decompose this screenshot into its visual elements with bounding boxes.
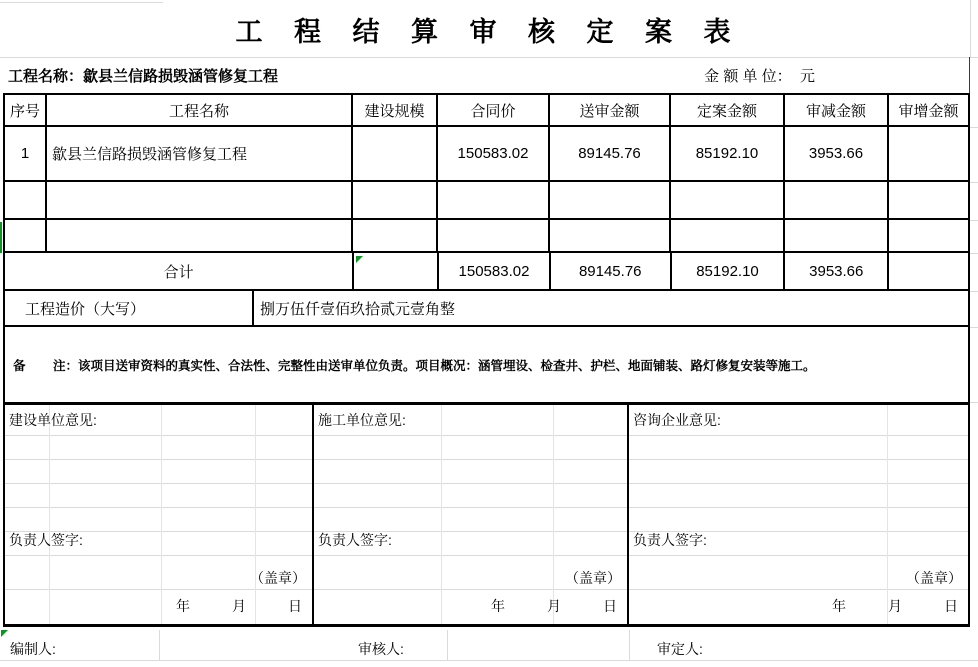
remark-label: 备 [13,358,26,373]
opinion-title: 咨询企业意见: [633,412,721,428]
cell-submitted-amount [550,220,671,251]
signature-label: 负责人签字: [318,532,392,548]
date-line: 年 月 日 [832,598,958,614]
gridline [0,660,978,661]
gridline [970,182,978,183]
gridline [970,291,978,292]
cell-contract-price [438,182,550,218]
cell-seq [5,220,47,251]
cell-project-name [47,182,353,218]
header-submitted-amount: 送审金额 [550,95,671,125]
gridline [970,127,978,128]
cell-contract-price [438,220,550,251]
total-increased-amount [889,253,968,289]
meta-row [0,57,970,93]
cell-contract-price: 150583.02 [438,127,550,180]
remark-text: 注：该项目送审资料的真实性、合法性、完整性由送审单位负责。项目概况：涵管埋设、检查井、护栏、地面铺装、路灯修复安装等施工。 [53,358,816,373]
approved-by-label: 审定人: [657,641,703,657]
cell-corner-marker [356,256,363,263]
cell-project-name: 歙县兰信路损毁涵管修复工程 [47,127,353,180]
cell-scale [353,220,438,251]
table-header-row [5,95,968,127]
header-increased-amount: 审增金额 [898,102,959,120]
cell-corner-marker [1,630,8,637]
total-reduced-amount: 3953.66 [785,253,889,289]
cell-submitted-amount: 89145.76 [550,127,671,180]
total-finalized-amount: 85192.10 [672,253,786,289]
cell-seq [5,182,47,218]
amount-unit-label: 金 额 单 位： 元 [704,67,815,85]
cell-scale [353,127,438,180]
cell-finalized-amount [671,220,785,251]
cell-reduced-amount: 3953.66 [785,127,889,180]
total-row [5,253,968,291]
gridline [970,220,978,221]
page-title: 工 程 结 算 审 核 定 案 表 [235,17,743,47]
footer-strip [0,627,978,660]
cell-increased-amount [889,127,968,180]
seal-label: （盖章） [906,570,962,586]
amount-words-label: 工程造价（大写） [5,291,254,325]
cell-submitted-amount [550,182,671,218]
total-label: 合计 [5,253,354,289]
opinion-box-consulting-firm [629,405,968,624]
total-scale [354,253,439,289]
table-row [5,127,968,182]
opinion-title: 施工单位意见: [318,412,406,428]
prepared-by-label: 编制人: [10,641,56,657]
opinion-title: 建设单位意见: [9,412,97,428]
signature-label: 负责人签字: [633,532,707,548]
header-reduced-amount: 审减金额 [785,95,889,125]
total-submitted-amount: 89145.76 [551,253,672,289]
cell-increased-amount [889,220,968,251]
header-contract-price: 合同价 [438,95,550,125]
opinion-box-contractor-unit [314,405,629,624]
amount-words-row [5,291,968,327]
header-seq: 序号 [5,95,47,125]
reviewed-by-label: 审核人: [358,641,404,657]
total-contract-price: 150583.02 [439,253,551,289]
cell-finalized-amount [671,182,785,218]
header-scale: 建设规模 [353,95,438,125]
remark-cell [5,327,968,402]
project-name-label: 工程名称：歙县兰信路损毁涵管修复工程 [8,67,279,85]
selection-edge-marker [0,222,2,253]
remark-row [5,327,968,402]
table-row [5,220,968,253]
seal-label: （盖章） [565,570,621,586]
header-project-name: 工程名称 [47,95,353,125]
header-finalized-amount: 定案金额 [671,95,785,125]
signature-label: 负责人签字: [9,532,83,548]
cell-scale [353,182,438,218]
cell-reduced-amount [785,220,889,251]
cell-reduced-amount [785,182,889,218]
gridline [970,402,978,403]
cell-increased-amount [889,182,968,218]
cell-project-name [47,220,353,251]
date-line: 年 月 日 [491,598,617,614]
cell-finalized-amount: 85192.10 [671,127,785,180]
seal-label: （盖章） [250,570,306,586]
opinion-section [5,402,968,627]
settlement-table [3,93,970,627]
opinion-box-construction-unit [5,405,314,624]
date-line: 年 月 日 [176,598,302,614]
gridline [970,327,978,328]
gridline [970,253,978,254]
amount-words-value: 捌万伍仟壹佰玖拾贰元壹角整 [260,300,456,318]
table-row [5,182,968,220]
cell-seq: 1 [5,127,47,180]
title-row [0,2,978,57]
